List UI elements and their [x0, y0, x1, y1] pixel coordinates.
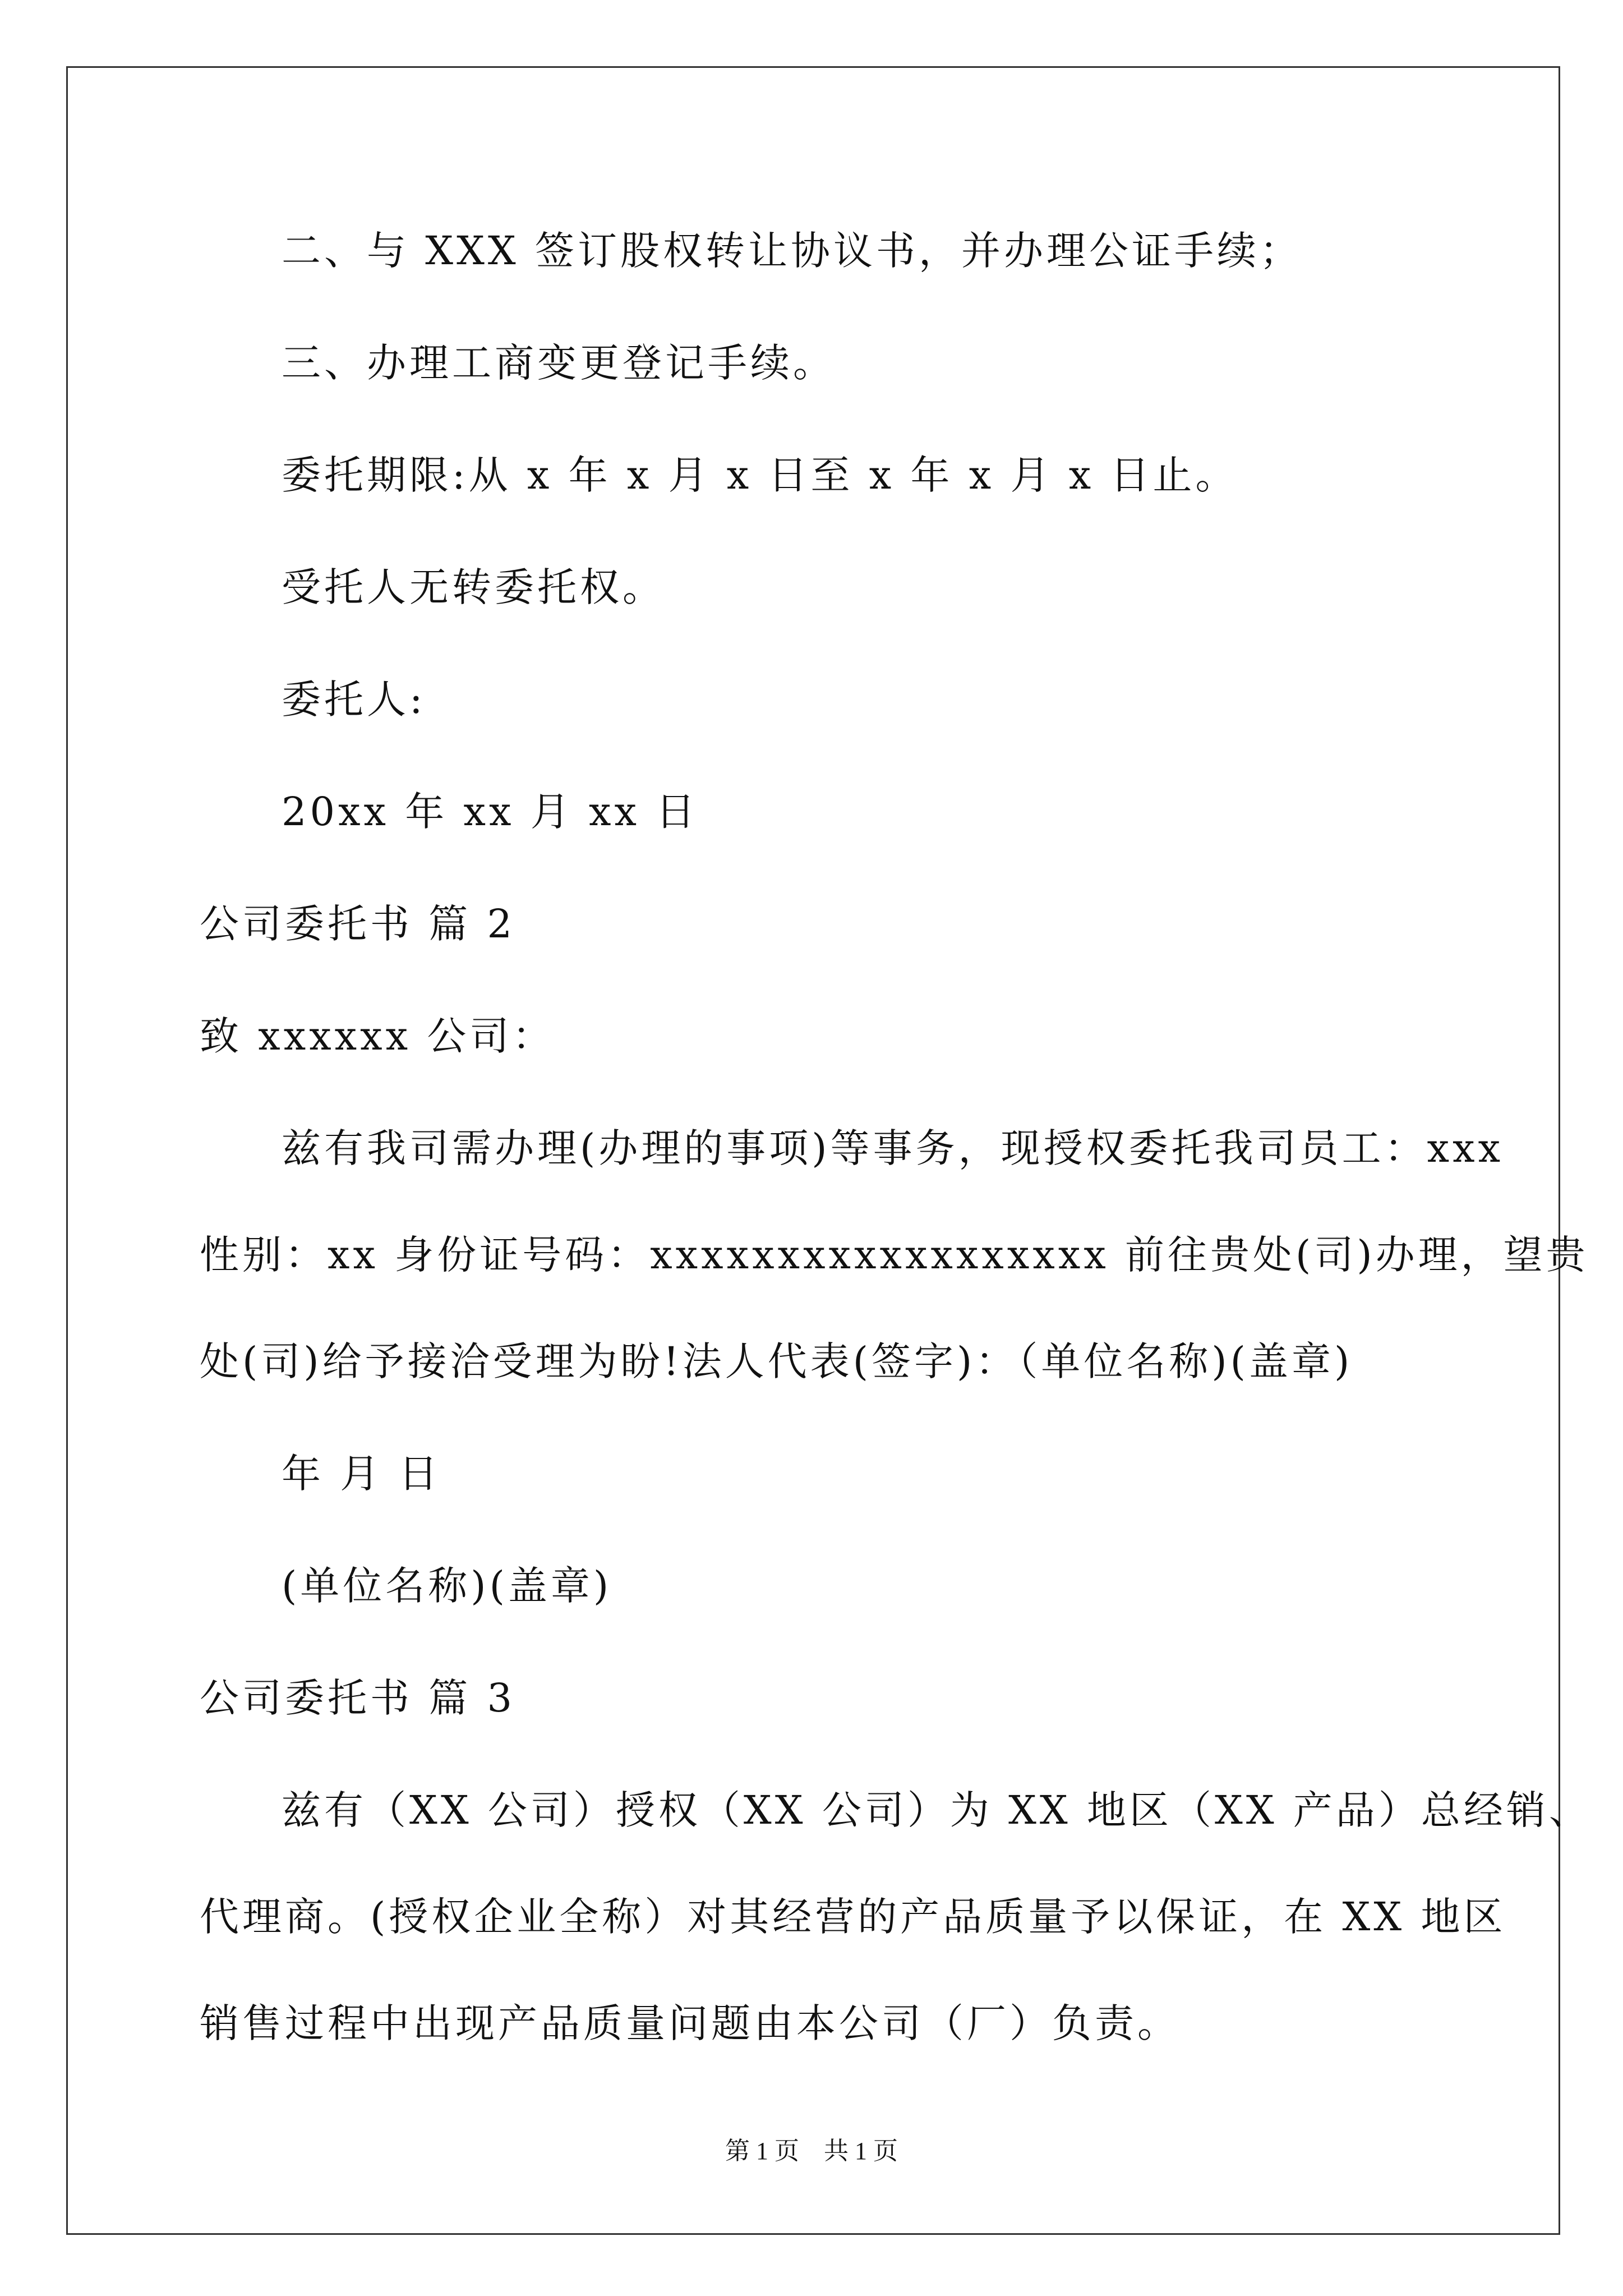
paragraph-line: 委托人: — [282, 677, 426, 723]
paragraph-line: 二、与 XXX 签订股权转让协议书，并办理公证手续； — [282, 228, 1303, 274]
page-footer: 第 1 页 共 1 页 — [725, 2137, 898, 2165]
paragraph-line: 代理商。(授权企业全称）对其经营的产品质量予以保证，在 XX 地区 — [200, 1894, 1506, 1940]
paragraph-line: 三、办理工商变更登记手续。 — [282, 340, 836, 386]
paragraph-line: 销售过程中出现产品质量问题由本公司（厂）负责。 — [200, 2000, 1180, 2046]
paragraph-line: 性别：xx 身份证号码：xxxxxxxxxxxxxxxxxx 前往贵处(司)办理，望贵 — [200, 1232, 1589, 1278]
paragraph-line: 20xx 年 xx 月 xx 日 — [282, 789, 699, 835]
section-heading: 公司委托书 篇 3 — [200, 1675, 516, 1721]
paragraph-line: 受托人无转委托权。 — [282, 564, 665, 610]
paragraph-line: 兹有（XX 公司）授权（XX 公司）为 XX 地区（XX 产品）总经销、 — [282, 1787, 1592, 1833]
section-heading: 公司委托书 篇 2 — [200, 901, 516, 947]
signature-line: (单位名称)(盖章) — [282, 1563, 612, 1609]
paragraph-line: 兹有我司需办理(办理的事项)等事务，现授权委托我司员工：xxx — [282, 1125, 1504, 1171]
salutation: 致 xxxxxx 公司： — [200, 1013, 555, 1059]
date-line: 年 月 日 — [282, 1451, 441, 1497]
paragraph-line: 处(司)给予接洽受理为盼!法人代表(签字)：（单位名称)(盖章) — [200, 1338, 1353, 1384]
paragraph-line: 委托期限:从 x 年 x 月 x 日至 x 年 x 月 x 日止。 — [282, 452, 1238, 498]
